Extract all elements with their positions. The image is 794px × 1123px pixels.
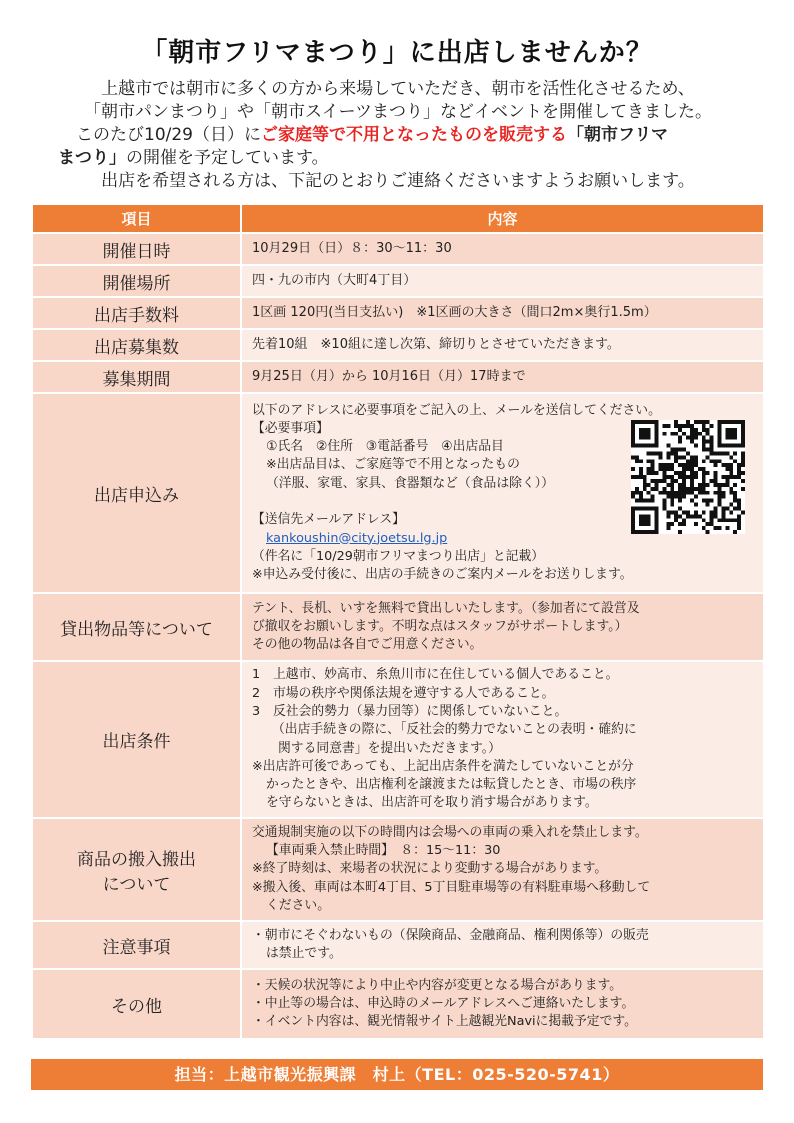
row-label: 開催日時	[32, 233, 241, 265]
apply-line: ※出店品目は、ご家庭等で不用となったもの	[266, 457, 520, 473]
transport-line: ※終了時刻は、来場者の状況により変動する場合があります。	[252, 861, 608, 877]
transport-line: ください。	[266, 897, 330, 913]
row-apply	[32, 393, 764, 593]
intro-event-name: 「朝市フリマ	[567, 125, 668, 145]
row-fee	[32, 297, 764, 329]
other-line: ・中止等の場合は、申込時のメールアドレスへご連絡いたします。	[252, 995, 635, 1011]
rental-line: び撤収をお願いします。不明な点はスタッフがサポートします。）	[252, 618, 628, 634]
condition-line: 2 市場の秩序や関係法規を遵守する人であること。	[252, 685, 555, 701]
row-value	[241, 921, 764, 969]
row-value	[241, 818, 764, 921]
email-link[interactable]: kankoushin@city.joetsu.lg.jp	[266, 530, 448, 546]
row-venue	[32, 265, 764, 297]
condition-line: を守らないときは、出店許可を取り消す場合があります。	[266, 795, 598, 811]
intro-line: 「朝市パンまつり」や「朝市スイーツまつり」などイベントを開催してきました。	[84, 102, 712, 122]
condition-line: ※出店許可後であっても、上記出店条件を満たしていないことが分	[252, 758, 634, 774]
apply-line: 【送信先メールアドレス】	[252, 512, 405, 528]
condition-line: 1 上越市、妙高市、糸魚川市に在住している個人であること。	[252, 667, 619, 683]
intro-line	[58, 124, 738, 147]
row-conditions	[32, 661, 764, 818]
row-transport	[32, 818, 764, 921]
condition-line: 関する同意書」を提出いただきます。）	[278, 740, 501, 756]
intro-text-part: の開催を予定しています。	[126, 148, 329, 168]
row-label: 出店募集数	[32, 329, 241, 361]
apply-line: ※申込み受付後に、出店の手続きのご案内メールをお送りします。	[252, 567, 633, 583]
transport-label-line: 商品の搬入搬出	[77, 849, 196, 870]
intro-text-part: このたび10/29（日）に	[76, 125, 261, 145]
row-date	[32, 233, 764, 265]
apply-line: （洋服、家電、家具、食器類など（食品は除く））	[266, 475, 554, 491]
transport-line: 【車両乗入禁止時間】 ８：15〜11：30	[266, 843, 501, 859]
transport-line: 交通規制実施の以下の時間内は会場への車両の乗入れを禁止します。	[252, 824, 648, 840]
contact-footer: 担当：上越市観光振興課 村上（TEL：025-520-5741）	[31, 1059, 763, 1090]
other-line: ・イベント内容は、観光情報サイト上越観光Naviに掲載予定です。	[252, 1014, 637, 1030]
apply-line: 【必要事項】	[252, 420, 329, 436]
table-header-row	[32, 204, 764, 233]
row-value: 1区画 120円(当日支払い) ※1区画の大きさ（間口2m×奥行1.5m）	[241, 297, 764, 329]
row-value: 10月29日（日）８：30〜11：30	[241, 233, 764, 265]
row-label: 開催場所	[32, 265, 241, 297]
row-value: 四・九の市内（大町4丁目）	[241, 265, 764, 297]
other-line: ・天候の状況等により中止や内容が変更となる場合があります。	[252, 977, 623, 993]
notes-line: ・朝市にそぐわないもの（保険商品、金融商品、権利関係等）の販売	[252, 927, 649, 943]
row-value	[241, 969, 764, 1039]
rental-line: テント、長机、いすを無料で貸出しいたします。（参加者にて設営及	[252, 600, 640, 616]
intro-event-name: まつり」	[58, 148, 126, 168]
header-item: 項目	[32, 204, 241, 233]
intro-line: 出店を希望される方は、下記のとおりご連絡くださいますようお願いします。	[101, 171, 695, 191]
apply-line: （件名に「10/29朝市フリマまつり出店」と記載）	[252, 548, 545, 564]
intro-line	[58, 147, 738, 170]
row-label: 出店条件	[32, 661, 241, 818]
row-value	[241, 393, 764, 593]
notes-line: は禁止です。	[266, 946, 342, 961]
row-count	[32, 329, 764, 361]
row-label: 注意事項	[32, 921, 241, 969]
row-other	[32, 969, 764, 1039]
row-value: 先着10組 ※10組に達し次第、締切りとさせていただきます。	[241, 329, 764, 361]
row-label: その他	[32, 969, 241, 1039]
rental-line: その他の物品は各自でご用意ください。	[252, 637, 483, 653]
apply-line: ①氏名 ②住所 ③電話番号 ④出店品目	[266, 439, 504, 455]
intro-text	[58, 78, 738, 193]
header-content: 内容	[241, 204, 764, 233]
info-table	[31, 203, 765, 1040]
row-label: 出店申込み	[32, 393, 241, 593]
condition-line: （出店手続きの際に、「反社会的勢力でないことの表明・確約に	[272, 722, 637, 738]
row-notes	[32, 921, 764, 969]
row-rental	[32, 593, 764, 661]
intro-line: 上越市では朝市に多くの方から来場していただき、朝市を活性化させるため、	[101, 79, 695, 99]
qr-code-icon[interactable]	[631, 420, 745, 534]
row-label	[32, 818, 241, 921]
transport-line: ※搬入後、車両は本町4丁目、5丁目駐車場等の有料駐車場へ移動して	[252, 879, 651, 895]
condition-line: 3 反社会的勢力（暴力団等）に関係していないこと。	[252, 703, 568, 719]
row-value	[241, 661, 764, 818]
row-label: 貸出物品等について	[32, 593, 241, 661]
row-period	[32, 361, 764, 393]
page-title: 「朝市フリマまつり」に出店しませんか？	[141, 38, 653, 68]
row-label: 出店手数料	[32, 297, 241, 329]
condition-line: かったときや、出店権利を譲渡または転貸したとき、市場の秩序	[266, 777, 637, 793]
intro-highlight: ご家庭等で不用となったものを販売する	[261, 125, 567, 145]
row-label: 募集期間	[32, 361, 241, 393]
row-value	[241, 593, 764, 661]
transport-label-line: について	[102, 874, 171, 895]
row-value: 9月25日（月）から 10月16日（月）17時まで	[241, 361, 764, 393]
apply-line: 以下のアドレスに必要事項をご記入の上、メールを送信してください。	[252, 402, 661, 418]
